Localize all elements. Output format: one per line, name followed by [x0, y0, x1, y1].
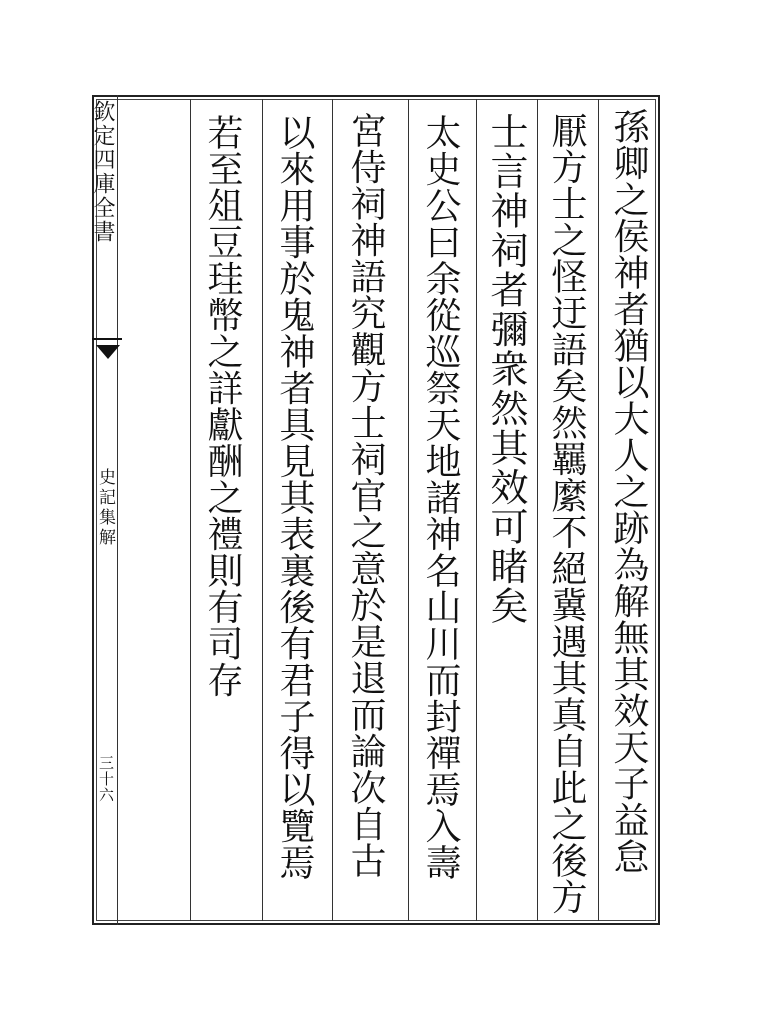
- margin-page-number: 三十六: [97, 755, 115, 803]
- column-rule: [537, 99, 538, 921]
- text-column-4: 太史公曰余從巡祭天地諸神名山川而封禪焉入壽: [420, 114, 461, 881]
- column-rule: [598, 99, 599, 921]
- column-rule: [476, 99, 477, 921]
- text-column-7: 若至俎豆珪幣之詳獻酬之禮則有司存: [202, 114, 243, 698]
- text-column-5: 宮侍祠神語究觀方士祠官之意於是退而論次自古: [345, 112, 386, 879]
- text-column-3: 士言神祠者彌衆然其效可睹矣: [484, 112, 528, 626]
- text-column-2: 厭方士之怪迂語矣然羈縻不絕冀遇其真自此之後方: [546, 112, 587, 915]
- fishtail-mark-icon: [96, 345, 120, 359]
- column-rule: [190, 99, 191, 921]
- column-rule: [332, 99, 333, 921]
- margin-collection-title: 欽定四庫全書: [90, 100, 115, 244]
- margin-book-title: 史記集解: [95, 468, 115, 548]
- text-column-6: 以來用事於鬼神者具見其表裏後有君子得以覽焉: [274, 114, 315, 881]
- text-column-1: 孫卿之侯神者猶以大人之跡為解無其效天子益怠: [608, 108, 649, 875]
- column-rule: [408, 99, 409, 921]
- column-rule: [262, 99, 263, 921]
- fishtail-rule: [92, 338, 122, 340]
